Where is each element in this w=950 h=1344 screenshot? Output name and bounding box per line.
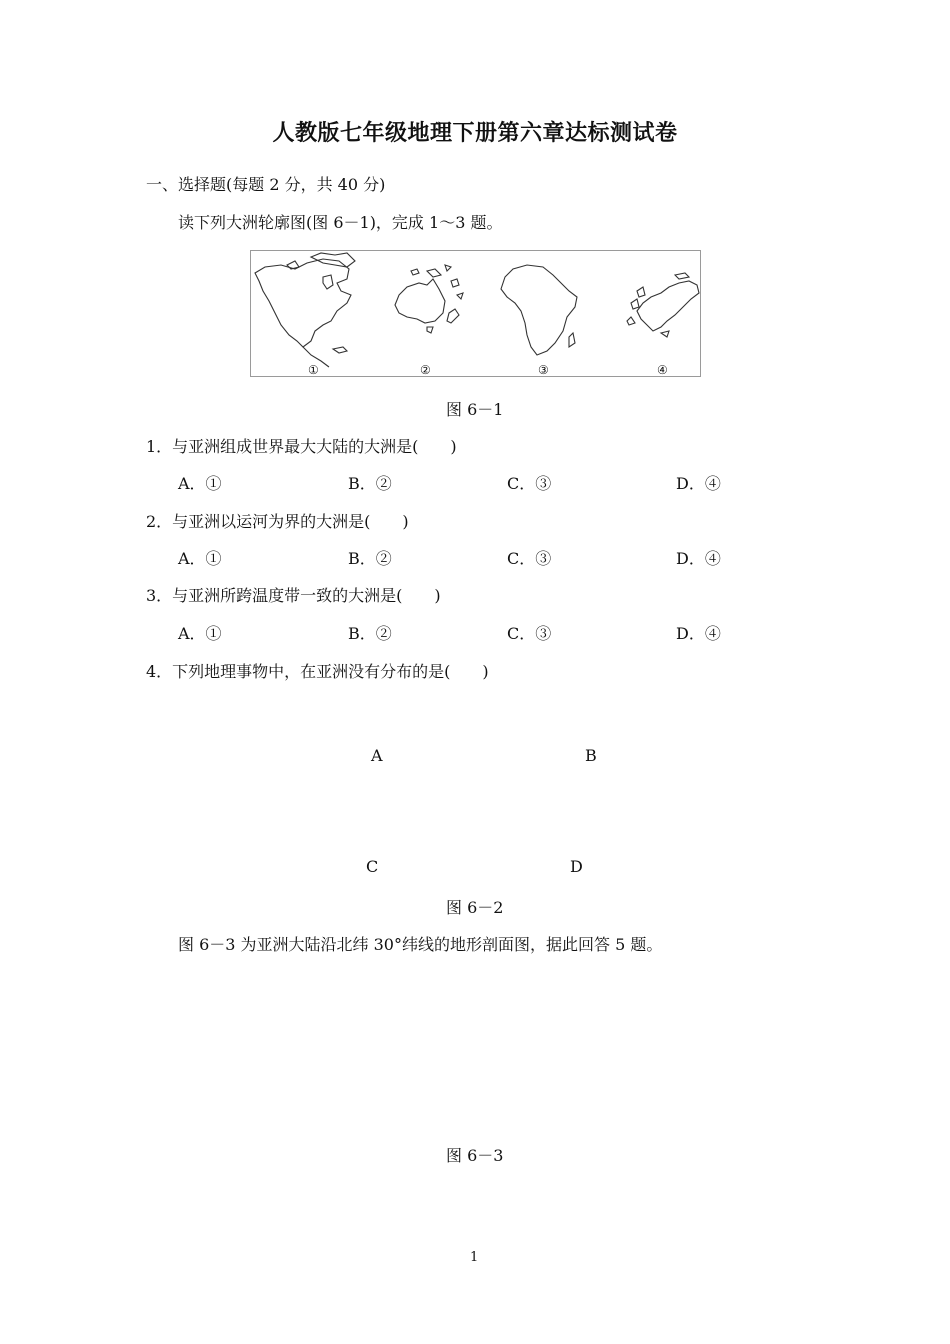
question-4: 4．下列地理事物中，在亚洲没有分布的是( ) bbox=[146, 662, 489, 681]
figure-label-1: ① bbox=[308, 363, 319, 377]
q2-option-b[interactable]: B．② bbox=[348, 549, 392, 568]
q2-option-c[interactable]: C．③ bbox=[507, 549, 552, 568]
figure-2-label-b: B bbox=[585, 746, 597, 765]
intro-questions-1-3: 读下列大洲轮廓图(图 6－1)，完成 1～3 题。 bbox=[178, 213, 503, 232]
q3-option-d[interactable]: D．④ bbox=[676, 624, 721, 643]
question-2: 2．与亚洲以运河为界的大洲是( ) bbox=[146, 512, 409, 531]
q2-option-a[interactable]: A．① bbox=[178, 549, 222, 568]
figure-2-label-c: C bbox=[366, 857, 379, 876]
q3-option-c[interactable]: C．③ bbox=[507, 624, 552, 643]
oceania-outline bbox=[395, 279, 445, 323]
q1-option-b[interactable]: B．② bbox=[348, 474, 392, 493]
figure-3-caption: 图 6－3 bbox=[446, 1146, 504, 1165]
figure-1-caption: 图 6－1 bbox=[446, 400, 504, 419]
continent-outlines bbox=[251, 251, 702, 378]
q3-option-b[interactable]: B．② bbox=[348, 624, 392, 643]
continent-outline-figure bbox=[250, 250, 701, 377]
figure-label-2: ② bbox=[420, 363, 431, 377]
page-title: 人教版七年级地理下册第六章达标测试卷 bbox=[272, 121, 678, 146]
figure-label-3: ③ bbox=[538, 363, 549, 377]
section-heading: 一、选择题(每题 2 分，共 40 分) bbox=[146, 175, 386, 194]
q1-option-d[interactable]: D．④ bbox=[676, 474, 721, 493]
page-number: 1 bbox=[470, 1250, 479, 1265]
africa-outline bbox=[501, 265, 577, 355]
q2-option-d[interactable]: D．④ bbox=[676, 549, 721, 568]
question-1: 1．与亚洲组成世界最大大陆的大洲是( ) bbox=[146, 437, 457, 456]
question-3: 3．与亚洲所跨温度带一致的大洲是( ) bbox=[146, 586, 441, 605]
q1-option-a[interactable]: A．① bbox=[178, 474, 222, 493]
figure-2-label-d: D bbox=[570, 857, 583, 876]
q3-option-a[interactable]: A．① bbox=[178, 624, 222, 643]
q1-option-c[interactable]: C．③ bbox=[507, 474, 552, 493]
north-america-outline bbox=[255, 259, 351, 347]
figure-2-caption: 图 6－2 bbox=[446, 898, 504, 917]
intro-question-5: 图 6－3 为亚洲大陆沿北纬 30°纬线的地形剖面图，据此回答 5 题。 bbox=[178, 935, 663, 954]
figure-label-4: ④ bbox=[657, 363, 668, 377]
europe-outline bbox=[637, 281, 699, 331]
figure-2-label-a: A bbox=[371, 746, 383, 765]
